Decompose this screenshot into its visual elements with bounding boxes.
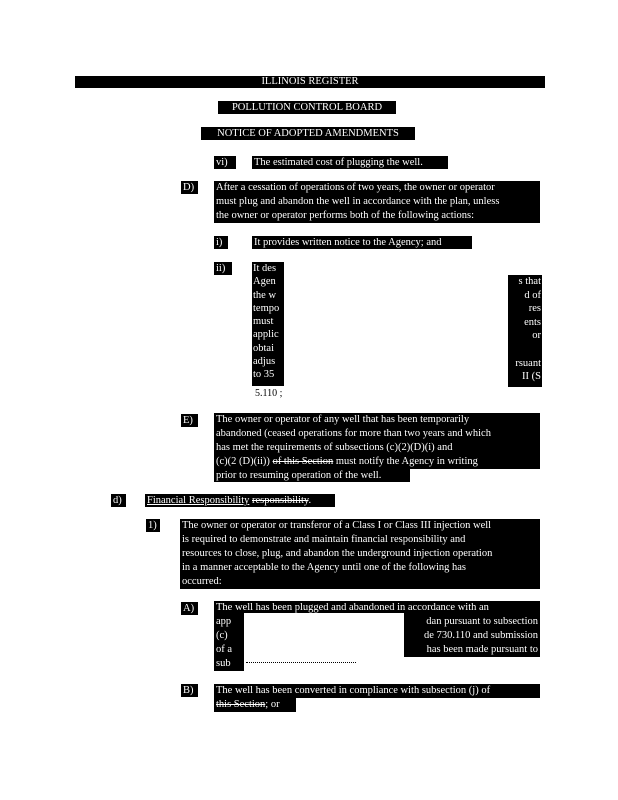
item-d-ii-label: ii) [214,262,232,275]
item-b-line-1: The well has been converted in compliance with subsection (j) of [214,684,540,698]
item-vi-label: vi) [214,156,236,169]
frag: d of [524,289,541,301]
frag: s that [518,276,541,287]
item-d-i-text: It provides written notice to the Agency; and [252,236,472,249]
item-d-ii-right-text [508,275,542,387]
frag: to 35 [253,369,275,381]
register-title: ILLINOIS REGISTER [75,76,545,88]
section-d-label: d) [111,494,126,507]
line4-pre: (c)(2 (D)(ii)) [216,456,273,467]
item-a-label: A) [181,602,198,615]
item-d-ii-tail: 5.110 ; [255,389,315,399]
frag: the w [253,289,277,301]
frag: or [532,330,541,342]
notice-title: NOTICE OF ADOPTED AMENDMENTS [201,127,415,140]
item-e-label: E) [181,414,198,427]
frag: must [253,316,274,328]
item-1-line-3: resources to close, plug, and abandon the underground injection operation [180,547,540,561]
item-b-label: B) [181,684,198,697]
frag: adjus [253,356,276,368]
item-e-line-3: has met the requirements of subsections (c)(2)(D)(i) and [214,441,540,455]
frag: Agen [253,276,276,288]
item-a-line-1: The well has been plugged and abandoned in accordance with an [214,601,540,615]
board-title: POLLUTION CONTROL BOARD [218,101,396,114]
item-e-line-4 [214,455,540,469]
line2-deleted-text: this Section [216,699,266,710]
item-1-label: 1) [146,519,160,532]
line4-post: must notify the Agency in writing [333,456,478,467]
item-d-i-label: i) [214,236,228,249]
section-d-heading [145,494,335,507]
heading-end: . [308,495,312,506]
item-d-label: D) [181,181,198,194]
frag: It des [253,263,277,274]
redaction-speckle [246,660,356,663]
item-d-line-2: must plug and abandon the well in accordance with the plan, unless [214,195,540,209]
item-1-line-4: in a manner acceptable to the Agency until one of the following has [180,561,540,575]
item-a-line-5-left: sub [214,657,244,671]
item-e-line-5: prior to resuming operation of the well. [214,469,410,482]
item-b-line-2 [214,698,296,712]
item-e-line-2: abandoned (ceased operations for more than two years and which [214,427,540,441]
line2-post: ; or [265,699,280,710]
item-d-line-1: After a cessation of operations of two years, the owner or operator [214,181,540,195]
item-d-ii-left-text [252,262,284,386]
item-1-line-2: is required to demonstrate and maintain financial responsibility and [180,533,540,547]
item-a-line-2-left: app [214,615,244,629]
frag: ents [524,316,541,328]
line4-deleted-text: of this Section [272,456,334,467]
item-a-line-3-right: de 730.110 and submission [392,629,540,643]
item-vi-text: The estimated cost of plugging the well. [252,156,448,169]
item-a-line-4-left: of a [214,643,244,657]
item-a-line-2-right: dan pursuant to subsection [392,615,540,629]
frag: tempo [253,302,280,314]
heading-text: Financial Responsibility [147,495,250,506]
item-1-line-1: The owner or operator or transferor of a Class I or Class III injection well [180,519,540,533]
redaction-area [244,613,404,673]
frag: res [528,303,541,315]
heading-deleted-text: responsibility [252,495,309,506]
item-1-line-5: occurred: [180,575,540,589]
frag: applic [253,329,279,341]
item-a-line-3-left: (c) [214,629,244,643]
item-d-line-3: the owner or operator performs both of the following actions: [214,209,540,223]
frag: II (S [522,371,541,383]
item-e-line-1: The owner or operator of any well that has been temporarily [214,413,540,427]
item-a-line-4-right: has been made pursuant to [404,643,540,657]
frag: rsuant [515,357,541,369]
frag: obtai [253,342,274,354]
